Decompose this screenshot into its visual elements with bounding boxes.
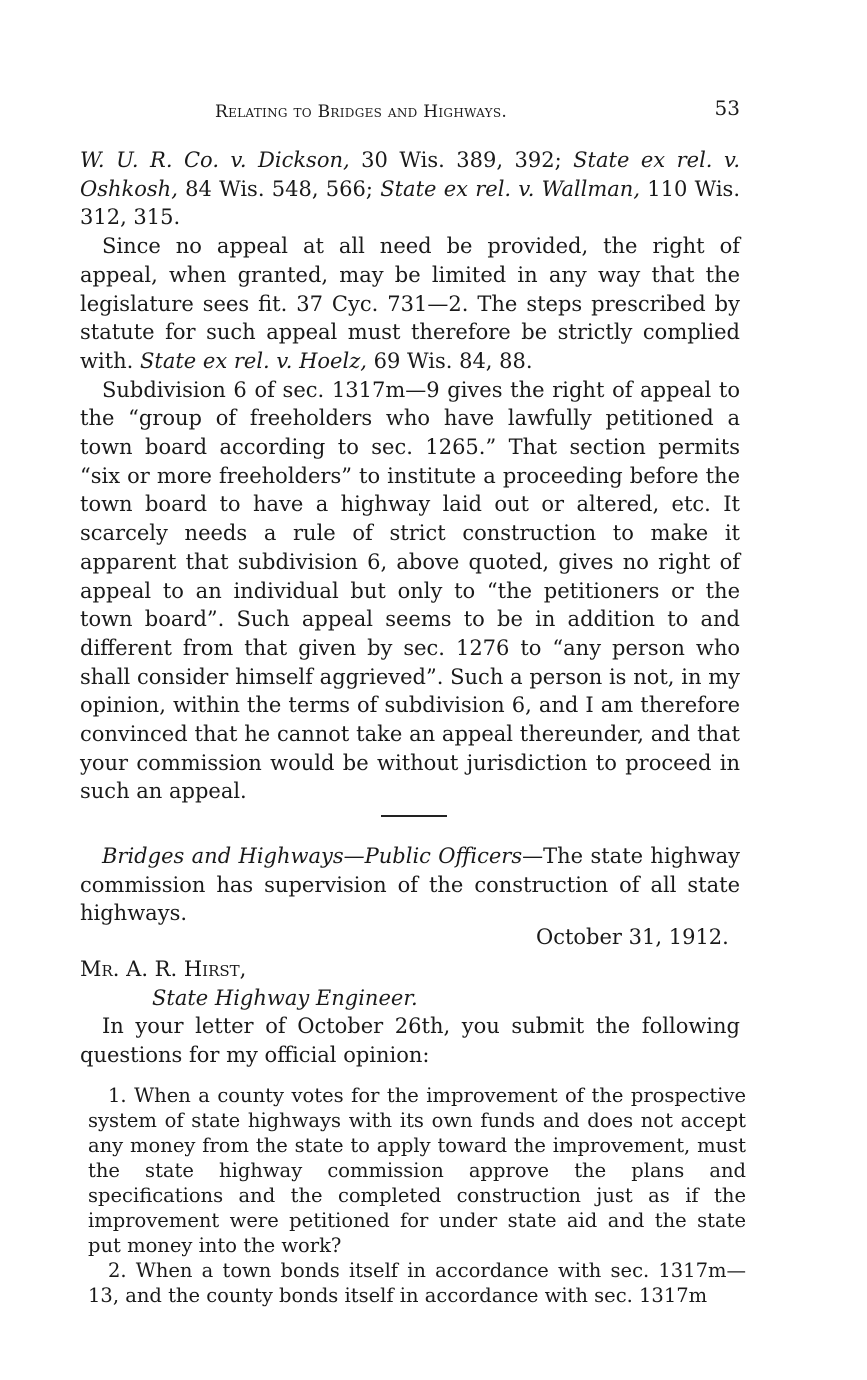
addressee-name: Mr. A. R. Hirst,	[80, 957, 247, 981]
citation-text: 69 Wis. 84, 88.	[366, 348, 533, 373]
headnote-subject: Bridges and Highways—Public Officers	[102, 844, 523, 868]
citation-text: 84 Wis. 548, 566;	[177, 176, 381, 201]
case-citation: W. U. R. Co. v. Dickson,	[80, 148, 350, 172]
question-item: 1. When a county votes for the improvement of the prospective system of state highways with its own funds and does not accept any money from the state to apply toward the improvement, must the state highway commission approve the plans and specifications and the completed construction just as if the improvement were petitioned for under state aid and the state put money into the work?	[88, 1084, 746, 1257]
paragraph-text: Since no appeal at all need be provided, the right of appeal, when granted, may be limited in any way that the legislature sees fit. 37 Cyc. 731—2. The steps prescribed by statute for such appeal must therefore be strictly complied with.	[80, 234, 740, 373]
citation-paragraph	[80, 146, 740, 232]
body-paragraph: Subdivision 6 of sec. 1317m—9 gives the right of appeal to the “group of freeholders who have lawfully petitioned a town board according to sec. 1265.” That section permits “six or more freeholders” to institute a proceeding before the town board to have a highway laid out or altered, etc. It scarcely needs a rule of strict construction to make it apparent that subdivision 6, above quoted, gives no right of appeal to an individual but only to “the petitioners or the town board”. Such appeal seems to be in addition to and different from that given by sec. 1276 to “any person who shall consider himself aggrieved”. Such a person is not, in my opinion, within the terms of subdivision 6, and I am therefore convinced that he cannot take an appeal thereunder, and that your commission would be without jurisdiction to proceed in such an appeal.	[80, 377, 740, 804]
salutation-block	[80, 955, 740, 1070]
question-item: 2. When a town bonds itself in accordance with sec. 1317m—13, and the county bonds itself in accordance with sec. 1317m	[88, 1259, 746, 1307]
citation-text: 30 Wis. 389, 392;	[349, 148, 574, 172]
intro-paragraph: In your letter of October 26th, you submit the following questions for my official opinion:	[80, 1014, 740, 1068]
page-header	[80, 96, 740, 126]
page-number: 53	[714, 96, 740, 120]
case-citation: State ex rel. v. Oshkosh,	[80, 148, 741, 201]
opinion-date: October 31, 1912.	[536, 925, 729, 949]
addressee-title: State Highway Engineer.	[152, 985, 418, 1010]
running-title: Relating to Bridges and Highways.	[215, 102, 508, 122]
body-paragraph	[80, 232, 740, 376]
case-citation: State ex rel. v. Hoelz,	[140, 348, 367, 373]
case-citation: State ex rel. v. Wallman,	[380, 176, 640, 201]
headnote-text: —The state highway commission has supervision of the construction of all state highways.	[80, 844, 740, 926]
section-divider	[381, 815, 447, 817]
citation-text: 110 Wis. 312, 315.	[80, 176, 740, 230]
headnote	[80, 842, 740, 928]
questions-list	[88, 1083, 746, 1308]
continued-opinion	[80, 146, 740, 806]
